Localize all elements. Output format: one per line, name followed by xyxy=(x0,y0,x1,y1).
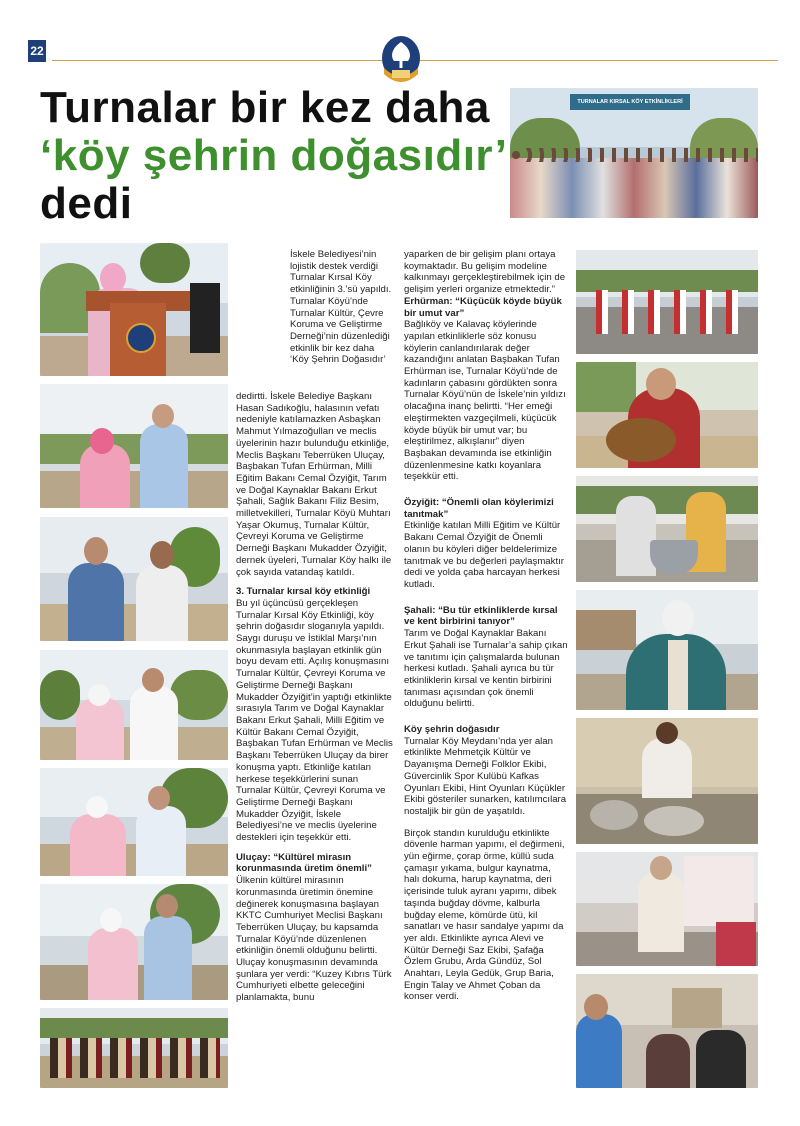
photo-craft-stand xyxy=(576,852,758,966)
photo-weaving-women xyxy=(576,974,758,1088)
article-column-1-intro xyxy=(290,249,394,366)
headline xyxy=(40,83,510,228)
article-column-2 xyxy=(404,249,568,1003)
photo-award-5 xyxy=(40,884,228,1000)
photo-cooking-cauldron xyxy=(576,476,758,582)
photo-wool-spinning xyxy=(576,590,758,710)
photo-basket-weaver xyxy=(576,362,758,468)
headline-line-2: ‘köy şehrin doğasıdır’ xyxy=(40,131,508,180)
col2-para-2: Bağlıköy ve Kalavaç köylerinde yapılan etkinliklerle söz konusu köylerin canlandırılarak değer kazandığını anlatan Başbakan Tufan Erhürman ise, Turnalar Köyü’nde de kadınların çabasını gördükten sonra Turnalar Köyü’nün de İskele’nin yıldızı olacağına inanç belirtti. “Her emeği eleştirmekten vazgeçilmeli, küçücük köyde büyük bir umut var; bu eleştirilmez, alkışlanır” diyen Başbakan devamında ise etkinliğin düzenlenmesine katkı koyanlara teşekkür etti. xyxy=(404,319,566,483)
page-number: 22 xyxy=(28,40,46,62)
photo-award-4 xyxy=(40,768,228,876)
col1-para-1: İskele Belediyesi’nin lojistik destek verdiği Turnalar Kırsal Köy etkinliğinin 3.’sü yapıldı. Turnalar Köyü’nde Turnalar Kültür, Çevre Koruma ve Geliştirme Derneği’nin düzenlediği etkinlik bir kez daha ‘Köy Şehrin Doğasıdır’ xyxy=(290,249,392,366)
col1-para-2: dedirtti. İskele Belediye Başkanı Hasan Sadıkoğlu, halasının vefatı nedeniyle katılamazken Asbaşkan Mahmut Yılmazoğulları ve meclis üyelerinin hazır bulunduğu etkinliğe, Meclis Başkanı Teberrüken Uluçay, Başbakan Tufan Erhürman, Milli Eğitim Bakanı Cemal Özyiğit, Tarım ve Doğal Kaynaklar Bakanı Erkut Şahali, Sağlık Bakanı Filiz Besim, milletvekilleri, Turnalar Köyü Muhtarı Yaşar Okumuş, Turnalar Kültür, Çevreyi Koruma ve Geliştirme Derneği Başkanı Mukadder Özyiğit, dernek üyeleri, Turnalar Köy halkı ile çok sayıda vatandaş katıldı. xyxy=(236,391,392,578)
col2-para-1: yaparken de bir gelişim planı ortaya koymaktadır. Bu gelişim modeline kalkınmayı gerçekleştirebilmek için de gelişim yerleri organize etmektedir.” xyxy=(404,249,566,296)
iskele-belediyesi-logo xyxy=(380,34,422,86)
photo-award-3 xyxy=(40,650,228,760)
col1-para-3: Bu yıl üçüncüsü gerçekleşen Turnalar Kırsal Köy Etkinliği, köy şehrin doğasıdır sloganıyla yapıldı. Saygı duruşu ve İstiklal Marşı’nın okunmasıyla başlayan etkinlik gün boyu devam etti. Açılış konuşmasını Turnalar Kültür, Çevreyi Koruma ve Geliştirme Derneği Başkanı Mukadder Özyiğit’in yaptığı etkinlikte sırasıyla Tarım ve Doğal Kaynaklar Bakanı Erkut Şahali, Milli Eğitim ve Kültür Bakanı Cemal Özyiğit, Başbakan Tufan Erhürman ve Meclis Başkanı Teberrüken Uluçay da birer konuşma yaptı. Etkinliğe katılan herkese teşekkürlerini sunan Turnalar Kültür, Çevreyi Koruma ve Geliştirme Derneği Başkanı Mukadder Özyiğit, İskele Belediyesi’ne ve meclis üyelerine destekleri için teşekkür etti. xyxy=(236,597,393,844)
photo-speaker-podium xyxy=(40,243,228,376)
col2-para-6: Birçok standın kurulduğu etkinlikte dövenle harman yapımı, el değirmeni, yün eğirme, çorap örme, küllü suda çamaşır yıkama, bulgur kaynatma, halı dokuma, harup kaynatma, deri içerisinde tuluk ayranı yapımı, dibek taşında buğday dövme, kalburla buğday eleme, kömürde ütü, kil sanatları ve hasır sandalye yapımı da yer aldı. Etkinlikte ayrıca Alevi ve Kültür Derneği Saz Ekibi, Şafağa Özlem Grubu, Arda Gündüz, Sol Anahtarı, Leyla Gedük, Grup Baria, Engin Talay ve Ahmet Çoban da konser verdi. xyxy=(404,827,565,1003)
headline-line-1: Turnalar bir kez daha xyxy=(40,83,490,132)
photo-award-1 xyxy=(40,384,228,508)
photo-hand-mill xyxy=(576,718,758,844)
photo-award-2 xyxy=(40,517,228,641)
col2-heading-1: Erhürman: “Küçücük köyde büyük bir umut var” xyxy=(404,295,562,319)
col2-heading-2: Özyiğit: “Önemli olan köylerimizi tanıtmak” xyxy=(404,497,554,520)
col2-para-5: Turnalar Köy Meydanı’nda yer alan etkinlikte Mehmetçik Kültür ve Dayanışma Derneği Folklor Ekibi, Güvercinlik Spor Kulübü Kafkas Oyunları Ekibi, Hint Oyunları Küçükler Ekibi gösteriler sunarken, katılımcılara nostaljik bir gün de yaşatıldı. xyxy=(404,735,567,817)
photo-folk-dance-right xyxy=(576,250,758,354)
col2-para-3: Etkinliğe katılan Milli Eğitim ve Kültür Bakanı Cemal Özyiğit de Önemli olanın bu köyleri diğer beldelerimize tanıtmak ve bu değerleri paylaşmaktır dedi ve yolda çaba harcayan herkesi kutladı. xyxy=(404,520,564,590)
col2-heading-3: Şahali: “Bu tür etkinliklerde kırsal ve kent birbirini tanıyor” xyxy=(404,604,558,628)
headline-line-3: dedi xyxy=(40,179,133,228)
article-column-1-body xyxy=(236,391,394,1004)
col1-heading-2: Uluçay: “Kültürel mirasın korunmasında üretim önemli” xyxy=(236,851,372,875)
group-photo-banner xyxy=(510,88,758,218)
col1-para-4: Ülkenin kültürel mirasının korunmasında üretimin önemine değinerek konuşmasına başlayan KKTC Cumhuriyet Meclisi Başkanı Teberrüken Uluçay, bu kapsamda Turnalar Köyü’nde düzenlenen etkinliğin önemli olduğunu belirtti. Uluçay konuşmasının devamında şunlara yer verdi: “Kuzey Kıbrıs Türk Cumhuriyeti elbette geleceğini planlamakta, bunu xyxy=(236,875,392,1004)
photo-folk-dance-left xyxy=(40,1008,228,1088)
col1-heading-1: 3. Turnalar kırsal köy etkinliği xyxy=(236,586,371,598)
event-sign: TURNALAR KIRSAL KÖY ETKİNLİKLERİ xyxy=(570,94,690,110)
col2-heading-4: Köy şehrin doğasıdır xyxy=(404,724,500,736)
col2-para-4: Tarım ve Doğal Kaynaklar Bakanı Erkut Şahali ise Turnalar’a sahip çıkan ve tanıtımı için çalışmalarda bulunan herkesi kutladı. Şahali ayrıca bu tür etkinliklerin kırsal ve kentin birbirini tanıması açısından çok önemli olduğunu belirtti. xyxy=(404,628,568,710)
